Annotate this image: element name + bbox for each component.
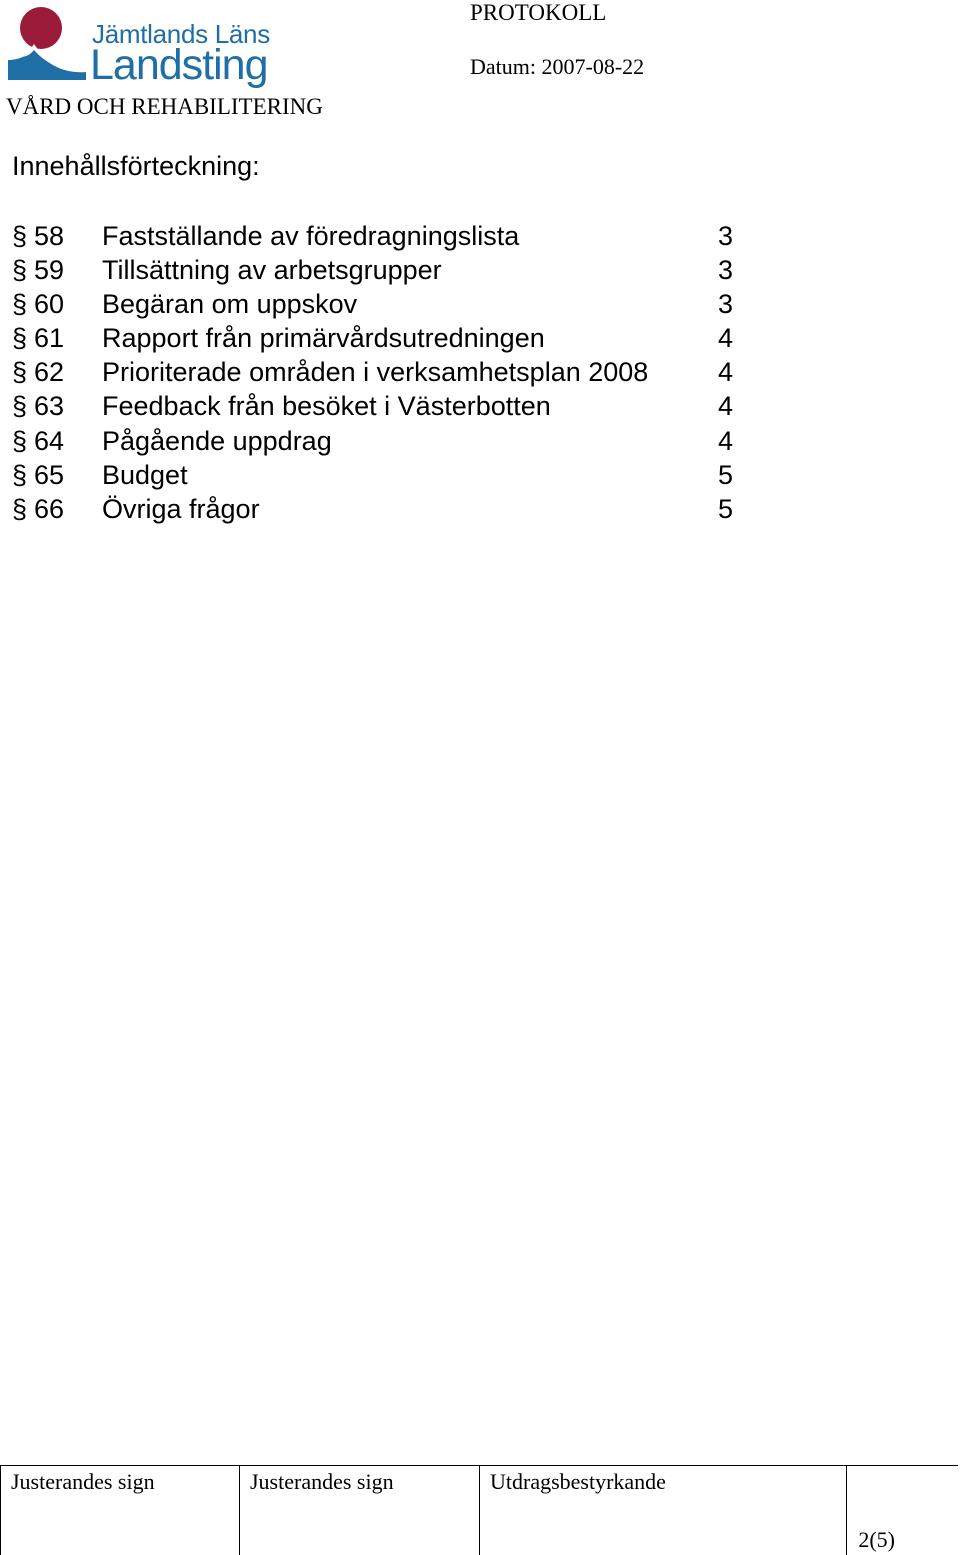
toc-row bbox=[12, 389, 752, 423]
page-ref: 3 bbox=[718, 255, 734, 286]
toc-row bbox=[12, 492, 752, 526]
page-ref: 4 bbox=[718, 391, 734, 422]
signature-footer bbox=[0, 1465, 958, 1555]
logo-text-line2: Landsting bbox=[90, 41, 268, 89]
section-sign: § bbox=[12, 493, 28, 524]
section-sign: § bbox=[12, 221, 28, 251]
section-number: 60 bbox=[34, 289, 65, 320]
section-title: Rapport från primärvårdsutredningen bbox=[102, 323, 545, 354]
section-sign: § bbox=[12, 459, 28, 490]
toc-row bbox=[12, 424, 752, 458]
section-number: 66 bbox=[34, 493, 65, 524]
document-date: Datum: 2007-08-22 bbox=[470, 54, 645, 79]
section-sign: § bbox=[12, 255, 28, 286]
section-number: 65 bbox=[34, 459, 65, 490]
section-number: 64 bbox=[34, 425, 65, 456]
section-number: 62 bbox=[34, 357, 65, 388]
section-title: Tillsättning av arbetsgrupper bbox=[102, 255, 442, 286]
page-number: 2(5) bbox=[858, 1527, 895, 1552]
section-number: 63 bbox=[34, 391, 65, 422]
toc-title: Innehållsförteckning: bbox=[12, 151, 260, 181]
section-title: Prioriterade områden i verksamhetsplan 2008 bbox=[102, 357, 649, 388]
section-title: Feedback från besöket i Västerbotten bbox=[102, 391, 551, 422]
document-type: PROTOKOLL bbox=[470, 0, 607, 25]
section-title: Fastställande av föredragningslista bbox=[102, 221, 520, 251]
page-ref: 4 bbox=[718, 323, 734, 354]
section-sign: § bbox=[12, 391, 28, 422]
footer-label: Justerandes sign bbox=[11, 1469, 155, 1494]
footer-label: Utdragsbestyrkande bbox=[490, 1469, 666, 1494]
logo-mark-icon bbox=[6, 4, 96, 90]
toc-row bbox=[12, 458, 752, 492]
page-ref: 3 bbox=[718, 221, 734, 251]
toc-row bbox=[12, 219, 752, 253]
section-title: Begäran om uppskov bbox=[102, 289, 358, 320]
section-title: Övriga frågor bbox=[102, 493, 260, 524]
landsting-logo bbox=[6, 4, 276, 90]
page-ref: 5 bbox=[718, 493, 734, 524]
section-number: 61 bbox=[34, 323, 65, 354]
department-name: VÅRD OCH REHABILITERING bbox=[6, 94, 323, 119]
section-sign: § bbox=[12, 425, 28, 456]
toc-row bbox=[12, 253, 752, 287]
toc-row bbox=[12, 355, 752, 389]
footer-cell-sign-1 bbox=[0, 1466, 239, 1555]
page-ref: 5 bbox=[718, 459, 734, 490]
section-sign: § bbox=[12, 289, 28, 320]
toc-row bbox=[12, 321, 752, 355]
page-ref: 3 bbox=[718, 289, 734, 320]
table-of-contents bbox=[12, 219, 752, 526]
section-number: 59 bbox=[34, 255, 65, 286]
section-sign: § bbox=[12, 357, 28, 388]
logo-text-line1: Jämtlands Läns bbox=[92, 19, 270, 49]
section-title: Pågående uppdrag bbox=[102, 425, 332, 456]
section-number: 58 bbox=[34, 221, 65, 251]
footer-label: Justerandes sign bbox=[250, 1469, 394, 1494]
toc-row bbox=[12, 287, 752, 321]
footer-cell-sign-2 bbox=[239, 1466, 479, 1555]
footer-cell-page bbox=[846, 1466, 959, 1555]
section-title: Budget bbox=[102, 459, 188, 490]
section-sign: § bbox=[12, 323, 28, 354]
footer-cell-certification bbox=[479, 1466, 846, 1555]
page-ref: 4 bbox=[718, 425, 734, 456]
page-ref: 4 bbox=[718, 357, 734, 388]
